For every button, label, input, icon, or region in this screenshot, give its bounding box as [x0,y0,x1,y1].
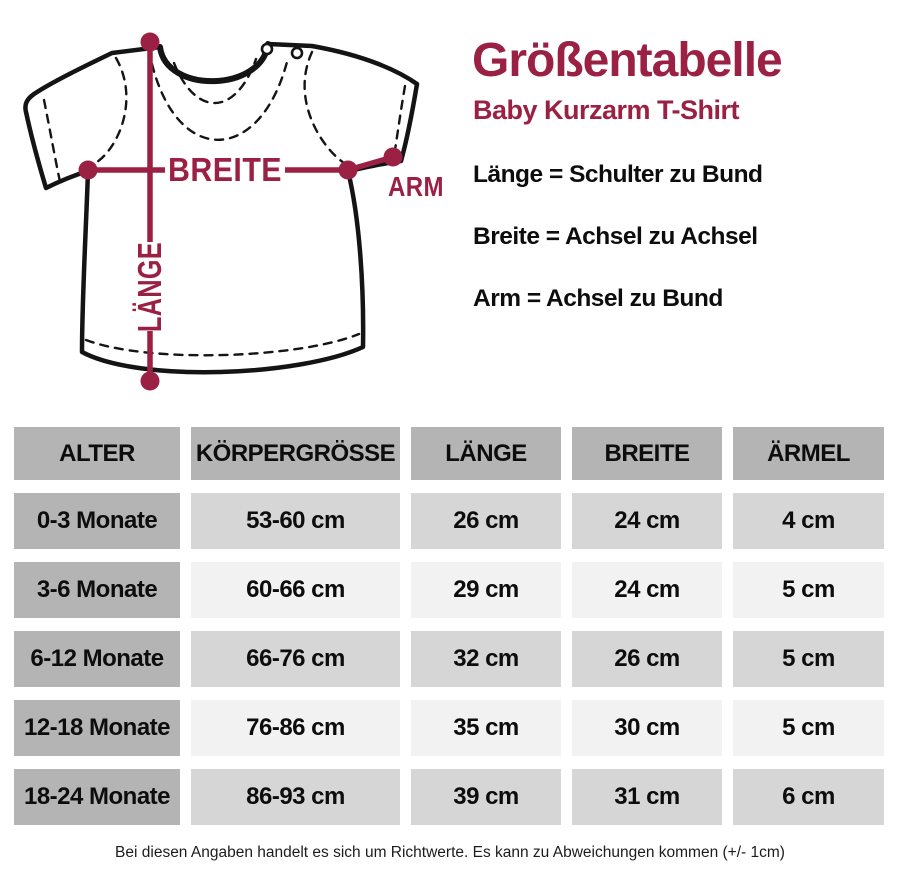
table-row-age: 12-18 Monate [14,700,180,756]
column-header-breite: BREITE [572,427,722,480]
table-cell: 30 cm [572,700,722,756]
table-cell: 24 cm [572,493,722,549]
disclaimer-note: Bei diesen Angaben handelt es sich um Richtwerte. Es kann zu Abweichungen kommen (+/- 1cm) [115,844,785,861]
table-cell: 39 cm [411,769,561,825]
table-cell: 76-86 cm [191,700,400,756]
tshirt-outline-drawing [25,44,417,372]
table-cell: 5 cm [733,631,884,687]
column-header-koerpergroesse: KÖRPERGRÖSSE [191,427,400,480]
table-cell: 86-93 cm [191,769,400,825]
laenge-diagram-label: LÄNGE [131,214,168,332]
arm-diagram-label: ARM [388,171,444,202]
table-cell: 32 cm [411,631,561,687]
legend-breite: Breite = Achsel zu Achsel [473,223,758,250]
table-cell: 53-60 cm [191,493,400,549]
table-row-age: 6-12 Monate [14,631,180,687]
table-cell: 31 cm [572,769,722,825]
table-cell: 24 cm [572,562,722,618]
page-subtitle: Baby Kurzarm T-Shirt [473,95,740,125]
snap-button-icon [262,44,272,54]
table-cell: 5 cm [733,562,884,618]
table-row-age: 3-6 Monate [14,562,180,618]
column-header-alter: ALTER [14,427,180,480]
column-header-aermel: ÄRMEL [733,427,884,480]
table-cell: 60-66 cm [191,562,400,618]
tshirt-measurement-diagram [0,0,460,430]
table-cell: 5 cm [733,700,884,756]
table-cell: 29 cm [411,562,561,618]
breite-diagram-label: BREITE [168,151,282,188]
table-cell: 26 cm [411,493,561,549]
table-cell: 4 cm [733,493,884,549]
table-cell: 66-76 cm [191,631,400,687]
size-table [14,427,886,825]
snap-button-icon [292,48,302,58]
column-header-laenge: LÄNGE [411,427,561,480]
table-cell: 26 cm [572,631,722,687]
table-row-age: 0-3 Monate [14,493,180,549]
page-title: Größentabelle [472,34,782,87]
table-cell: 35 cm [411,700,561,756]
legend-laenge: Länge = Schulter zu Bund [473,161,763,188]
table-row-age: 18-24 Monate [14,769,180,825]
table-cell: 6 cm [733,769,884,825]
legend-arm: Arm = Achsel zu Bund [473,285,723,312]
